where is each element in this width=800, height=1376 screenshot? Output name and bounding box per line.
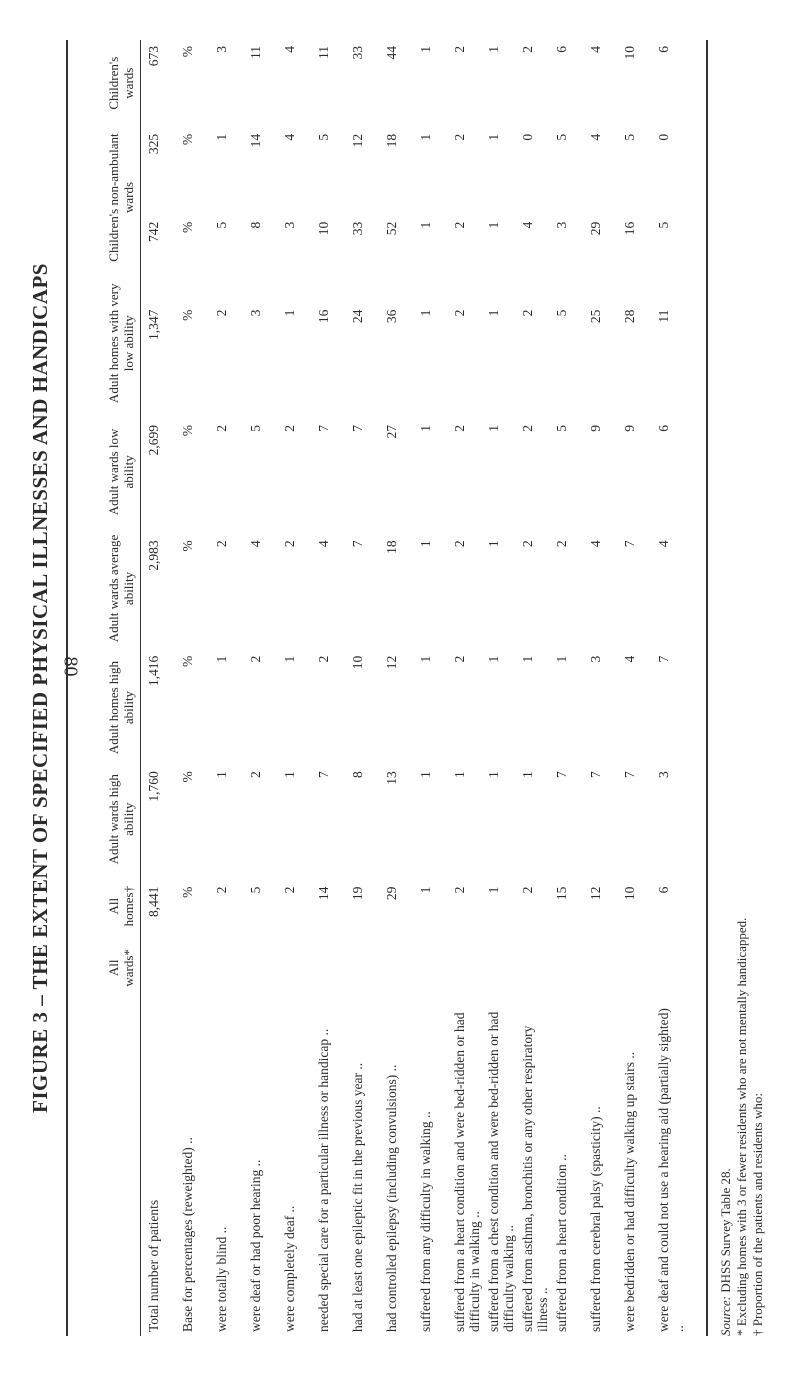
table-cell: 1 <box>418 655 433 663</box>
table-cell: 14 <box>316 886 331 901</box>
table-cell: 1 <box>486 46 501 53</box>
table-cell: 11 <box>316 46 331 59</box>
table-cell: 5 <box>214 221 229 229</box>
table-cell: % <box>180 424 195 437</box>
table-cell: 7 <box>588 771 603 778</box>
table-cell: 7 <box>316 771 331 778</box>
table-cell: 5 <box>316 133 331 141</box>
table-cell: 5 <box>248 424 263 432</box>
table-cell: 10 <box>350 655 365 670</box>
table-cell: 2 <box>214 886 229 894</box>
table-cell: 7 <box>350 424 365 432</box>
table-cell: 5 <box>248 886 263 894</box>
table-cell: 52 <box>384 221 399 236</box>
table-cell: 29 <box>384 886 399 901</box>
figure-title: FIGURE 3 – THE EXTENT OF SPECIFIED PHYSICAL ILLNESSES AND HANDICAPS <box>28 263 52 1113</box>
table-cell: 5 <box>622 133 637 141</box>
table-cell: 7 <box>656 655 671 663</box>
table-cell: 1 <box>554 655 569 663</box>
table-cell: 4 <box>588 133 603 141</box>
table-cell: 1 <box>486 655 501 663</box>
table-cell: 7 <box>622 771 637 778</box>
table-row <box>554 40 588 1336</box>
table-row <box>384 40 418 1336</box>
table-cell: 2 <box>214 424 229 432</box>
table-cell: 1 <box>486 133 501 141</box>
row-label: suffered from cerebral palsy (spasticity) .. <box>588 1106 603 1332</box>
table-cell: 3 <box>588 655 603 663</box>
table-cell: 1 <box>486 221 501 229</box>
table-cell: 3 <box>282 221 297 229</box>
table-cell: 10 <box>622 886 637 901</box>
table-cell: 27 <box>384 424 399 439</box>
table-cell: 1 <box>486 424 501 432</box>
table-cell: 4 <box>316 540 331 548</box>
table-row <box>146 40 180 1336</box>
table-cell: 2 <box>452 46 467 53</box>
table-cell: 2 <box>452 540 467 548</box>
table-cell: 1 <box>282 655 297 663</box>
col-header: Adult homes with very low ability <box>106 283 136 404</box>
row-label: Total number of patients <box>146 1199 161 1332</box>
source-label: Source: <box>718 1296 733 1336</box>
table-row <box>486 40 520 1336</box>
table-cell: 1 <box>418 46 433 53</box>
footnote: † Proportion of the patients and residents who: <box>750 1093 765 1336</box>
column-headers <box>72 40 136 1336</box>
table-cell: 742 <box>146 221 161 242</box>
row-label: were deaf or had poor hearing .. <box>248 1159 263 1332</box>
table-row <box>588 40 622 1336</box>
row-label: had at least one epileptic fit in the previous year .. <box>350 1062 365 1332</box>
stub-header <box>72 998 136 1336</box>
table-cell: 3 <box>214 46 229 53</box>
table-cell: 1 <box>486 540 501 548</box>
table-cell: 15 <box>554 886 569 901</box>
table-cell: 5 <box>554 309 569 317</box>
page-number: 80 <box>59 656 82 677</box>
table-cell: 673 <box>146 46 161 67</box>
row-label: needed special care for a particular illness or handicap .. <box>316 1028 331 1332</box>
table-cell: 1 <box>282 771 297 778</box>
table-cell: 2 <box>248 655 263 663</box>
table-cell: 6 <box>656 424 671 432</box>
table-cell: 1 <box>520 771 535 778</box>
table-cell: 2 <box>248 771 263 778</box>
row-label: Base for percentages (reweighted) .. <box>180 1137 195 1332</box>
table-cell: 1,416 <box>146 655 161 687</box>
table-cell: 11 <box>248 46 263 59</box>
table-cell: 16 <box>316 309 331 324</box>
col-header: Children's non-ambulant wards <box>106 133 136 262</box>
data-table <box>146 40 690 1336</box>
col-header: Adult wards average ability <box>106 534 136 643</box>
table-cell: 6 <box>656 46 671 53</box>
row-label: suffered from asthma, bronchitis or any other respiratory illness .. <box>520 1025 550 1332</box>
table-row <box>418 40 452 1336</box>
table-cell: 1 <box>486 771 501 778</box>
table-cell: 4 <box>622 655 637 663</box>
bottom-rule <box>706 40 708 1336</box>
table-cell: 5 <box>554 424 569 432</box>
table-cell: 4 <box>588 46 603 53</box>
table-cell: 1 <box>418 309 433 317</box>
table-cell: 4 <box>656 540 671 548</box>
table-cell: 16 <box>622 221 637 236</box>
table-cell: % <box>180 655 195 668</box>
table-cell: 2 <box>452 309 467 317</box>
table-cell: 2 <box>452 886 467 894</box>
table-cell: 0 <box>520 133 535 141</box>
table-cell: 8 <box>350 771 365 778</box>
table-cell: 8,441 <box>146 886 161 917</box>
table-cell: 12 <box>350 133 365 148</box>
table-row <box>316 40 350 1336</box>
table-cell: 7 <box>350 540 365 548</box>
footnote: * Excluding homes with 3 or fewer residents who are not mentally handicapped. <box>734 917 749 1336</box>
table-cell: 9 <box>588 424 603 432</box>
table-cell: 19 <box>350 886 365 901</box>
table-cell: 2 <box>316 655 331 663</box>
table-cell: 2 <box>452 424 467 432</box>
table-cell: % <box>180 309 195 321</box>
table-cell: 1 <box>418 886 433 894</box>
table-cell: 2,699 <box>146 424 161 456</box>
table-cell: 1 <box>486 886 501 894</box>
table-cell: 2 <box>520 424 535 432</box>
col-header: Adult wards low ability <box>106 428 136 516</box>
table-cell: 36 <box>384 309 399 324</box>
table-cell: 13 <box>384 771 399 785</box>
table-cell: 1 <box>486 309 501 317</box>
table-cell: 1 <box>520 655 535 663</box>
col-header: All homes† <box>106 885 136 927</box>
table-cell: 11 <box>656 309 671 323</box>
row-label: suffered from a heart condition .. <box>554 1154 569 1332</box>
table-cell: 7 <box>554 771 569 778</box>
table-cell: % <box>180 221 195 233</box>
table-cell: 1,760 <box>146 771 161 802</box>
table-cell: 4 <box>520 221 535 229</box>
table-cell: % <box>180 540 195 552</box>
table-cell: 1 <box>282 309 297 317</box>
table-cell: 18 <box>384 540 399 554</box>
table-cell: 0 <box>656 133 671 141</box>
row-label: had controlled epilepsy (including convulsions) .. <box>384 1064 399 1332</box>
table-row <box>452 40 486 1336</box>
table-row <box>214 40 248 1336</box>
table-cell: 1 <box>214 655 229 663</box>
table-cell: 325 <box>146 133 161 155</box>
table-cell: 10 <box>622 46 637 60</box>
table-cell: 1 <box>418 540 433 548</box>
table-cell: 2 <box>452 655 467 663</box>
table-row <box>180 40 214 1336</box>
table-cell: 5 <box>656 221 671 229</box>
col-header: Adult wards high ability <box>106 774 136 865</box>
col-header: Children's wards <box>106 56 136 110</box>
table-cell: 2 <box>520 886 535 894</box>
table-cell: 7 <box>622 540 637 548</box>
table-cell: 28 <box>622 309 637 324</box>
table-cell: 24 <box>350 309 365 324</box>
table-cell: 14 <box>248 133 263 148</box>
table-cell: 1 <box>418 771 433 778</box>
table-cell: 1 <box>214 771 229 778</box>
table-cell: 2 <box>520 309 535 317</box>
table-cell: 2 <box>452 133 467 141</box>
table-cell: 2 <box>282 886 297 894</box>
row-label: suffered from a chest condition and were bed-ridden or had difficulty walking .. <box>486 1011 516 1332</box>
table-cell: 1 <box>214 133 229 141</box>
table-cell: 4 <box>248 540 263 548</box>
header-rule <box>140 40 141 1336</box>
table-cell: 2 <box>452 221 467 229</box>
table-cell: 2 <box>282 424 297 432</box>
table-cell: % <box>180 46 195 58</box>
row-label: suffered from any difficulty in walking .. <box>418 1111 433 1332</box>
source-note <box>718 40 766 1336</box>
table-row <box>656 40 690 1336</box>
table-cell: 1 <box>452 771 467 778</box>
table-row <box>622 40 656 1336</box>
table-cell: 8 <box>248 221 263 229</box>
col-header: All wards* <box>106 949 136 987</box>
table-cell: 9 <box>622 424 637 432</box>
table-cell: 29 <box>588 221 603 236</box>
table-cell: 2 <box>520 540 535 548</box>
table-cell: 3 <box>248 309 263 317</box>
table-cell: 1 <box>418 221 433 229</box>
table-cell: 12 <box>588 886 603 901</box>
table-cell: 4 <box>282 46 297 53</box>
col-header: Adult homes high ability <box>106 660 136 755</box>
table-cell: 1 <box>418 424 433 432</box>
table-cell: 3 <box>656 771 671 778</box>
table-cell: 1,347 <box>146 309 161 340</box>
row-label: were totally blind .. <box>214 1226 229 1332</box>
table-cell: 33 <box>350 221 365 236</box>
table-cell: 2 <box>520 46 535 53</box>
table-cell: 4 <box>588 540 603 548</box>
table-cell: 2 <box>282 540 297 548</box>
table-cell: 5 <box>554 133 569 141</box>
table-cell: 2 <box>554 540 569 548</box>
row-label: were completely deaf .. <box>282 1205 297 1332</box>
table-cell: 4 <box>282 133 297 141</box>
table-cell: % <box>180 886 195 898</box>
table-cell: 2 <box>214 309 229 317</box>
table-cell: 12 <box>384 655 399 670</box>
table-cell: % <box>180 133 195 146</box>
source-line: DHSS Survey Table 28. <box>718 1168 733 1293</box>
table-row <box>350 40 384 1336</box>
row-label: were bedridden or had difficulty walking up stairs .. <box>622 1051 637 1332</box>
row-label: were deaf and could not use a hearing aid (partially sighted) .. <box>656 1008 686 1332</box>
table-cell: 7 <box>316 424 331 432</box>
table-cell: 18 <box>384 133 399 148</box>
table-cell: 1 <box>418 133 433 141</box>
top-rule <box>66 40 68 1336</box>
table-cell: % <box>180 771 195 783</box>
table-cell: 6 <box>656 886 671 894</box>
table-cell: 3 <box>554 221 569 229</box>
table-row <box>248 40 282 1336</box>
table-cell: 10 <box>316 221 331 236</box>
table-row <box>282 40 316 1336</box>
table-cell: 6 <box>554 46 569 53</box>
row-label: suffered from a heart condition and were bed-ridden or had difficulty in walking .. <box>452 1012 482 1332</box>
table-cell: 33 <box>350 46 365 60</box>
table-cell: 44 <box>384 46 399 60</box>
table-row <box>520 40 554 1336</box>
table-cell: 2 <box>214 540 229 548</box>
table-cell: 2,983 <box>146 540 161 571</box>
table-cell: 25 <box>588 309 603 324</box>
